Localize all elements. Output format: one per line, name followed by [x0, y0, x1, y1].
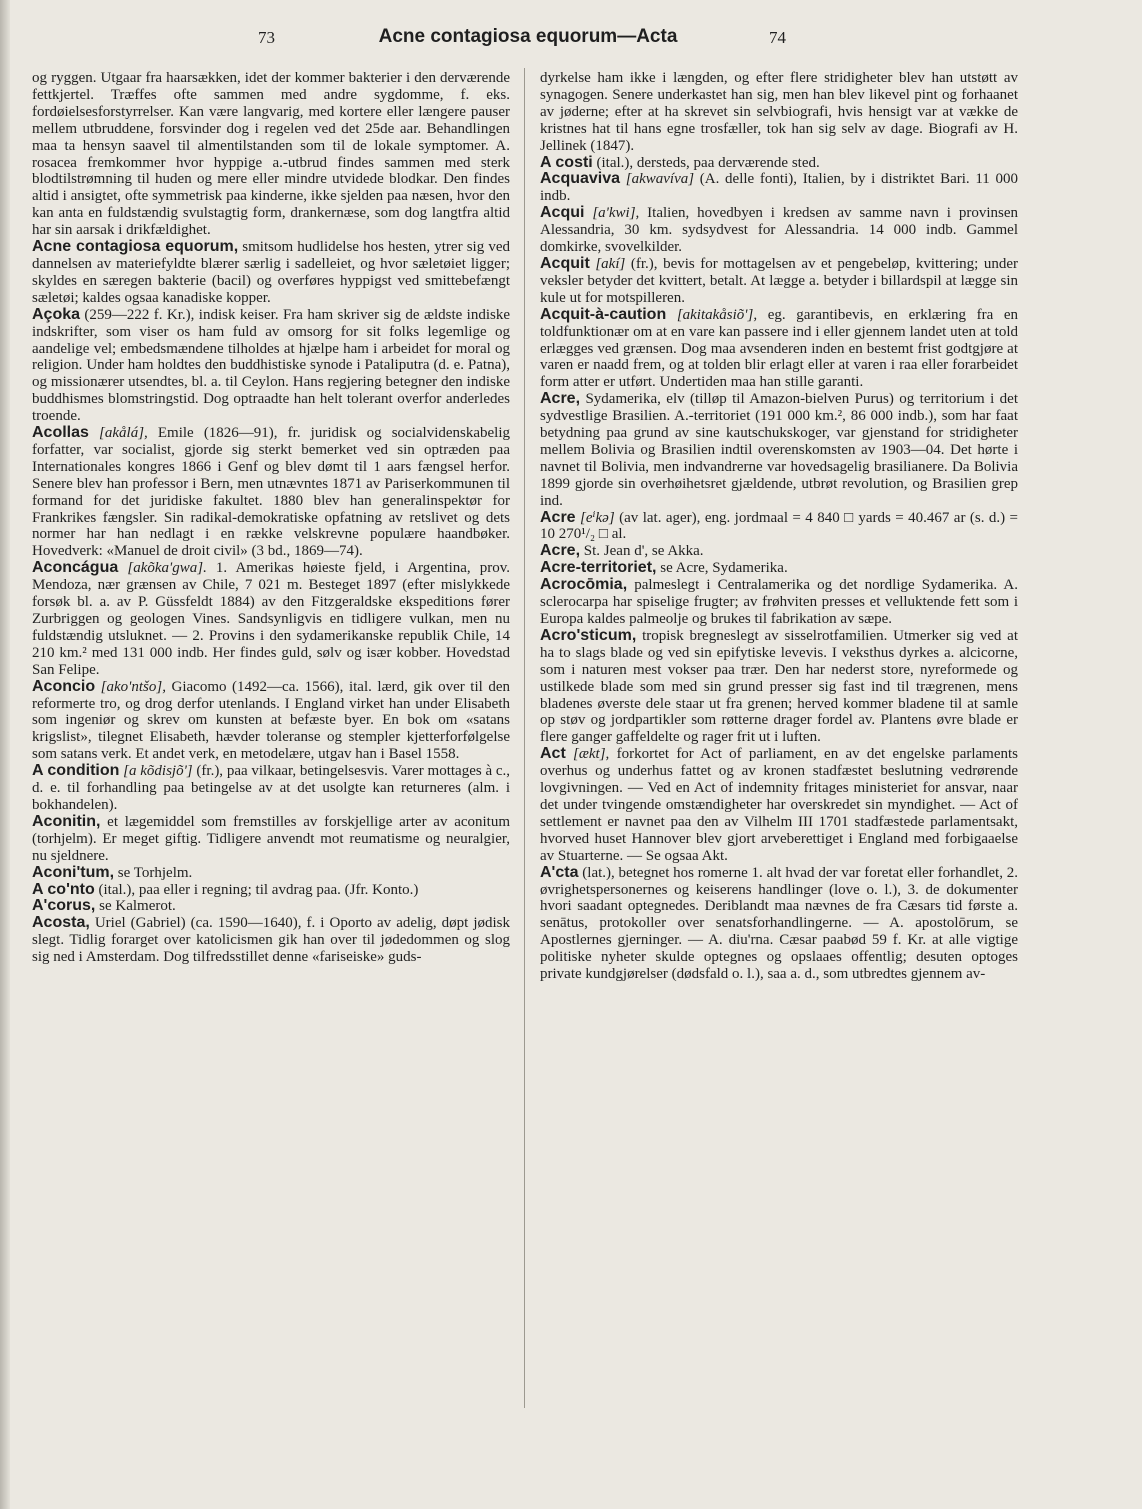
- page-binding-edge: [0, 0, 10, 1509]
- entry-headword: Aconi'tum,: [32, 863, 115, 881]
- entry-text: Italien, hovedbyen i kredsen av samme navn i provinsen Alessandria, 30 km. sydsydvest for Alessandria. 14 000 indb. Gammel domkirke, svovelkilder.: [540, 205, 1018, 256]
- entry-text: dyrkelse ham ikke i længden, og efter flere stridigheter blev han utstøtt av synagogen. Senere underkastet han sig, men han blev likevel pint og forhaanet av jøderne; efter at ha skrevet sin selvbiografi, hvis hensigt var at vække de kristnes hat til hans egne trosfæller, tok han sig selv av dage. Biografi av H. Jellinek (1847).: [540, 70, 1018, 154]
- entry-headword: Acre,: [540, 542, 581, 560]
- entry-pronunciation: [ako'ntšo],: [100, 678, 166, 695]
- entry-pronunciation: [akålá],: [99, 425, 148, 442]
- entry-text: (259—222 f. Kr.), indisk keiser. Fra ham skriver sig de ældste indiske indskrifter, som viser os ham fuld av omsorg for sit folks legemlige og aandelige vel; embedsmændene tilholdes at hjælpe ham i arbeidet for moral og religion. Under ham holdtes den buddhistiske synode i Pataliputra (d. e. Patna), og missionærer utsendtes, bl. a. til Ceylon. Hans regjering betegner den indiske buddhismes blomstringstid. Dog optraadte han helt tolerant overfor anderledes troende.: [32, 306, 510, 425]
- entry-text: (av lat. ager), eng. jordmaal = 4 840 □ yards = 40.467 ar (s. d.) = 10 270¹/₂ □ al.: [540, 509, 1018, 543]
- dictionary-entry: [32, 898, 510, 915]
- running-title: Acne contagiosa equorum—Acta: [378, 26, 678, 47]
- entry-pronunciation: [akí]: [595, 255, 626, 272]
- entry-text: palmeslegt i Centralamerika og det nordlige Sydamerika. A. sclerocarpa har spiselige frugter; av frøhviten presses et velluktende fett som i Europa kaldes palmeolje og brukes til fabrikation av sæpe.: [540, 577, 1018, 627]
- entry-headword: A'corus,: [32, 897, 96, 915]
- dictionary-entry: [540, 510, 1018, 544]
- entry-text: tropisk bregneslegt av sisselrotfamilien. Utmerker sig ved at ha to slags blade og ved sin epifytiske levevis. I veksthus dyrkes a. alcicorne, som i naturen mest vokser paa trær. Den har nederst store, nyreformede og ustilkede blade som med sin grund presser sig fast ind til trægrenen, mens bladenes øverste dele staar ut fra grenen; herved kommer bladene til at samle op støv og jordpartikler som røtterne drager fordel av. Plantens øvre blade er flere ganger gaffeldelte og rager frit ut i luften.: [540, 627, 1018, 746]
- dictionary-entry: [540, 205, 1018, 256]
- entry-headword: Acollas: [32, 424, 89, 442]
- entry-text: se Acre, Sydamerika.: [660, 560, 788, 577]
- dictionary-entry: [540, 70, 1018, 155]
- entry-pronunciation: [akitakåsiõ'],: [676, 306, 758, 323]
- entry-text: 1. Amerikas høieste fjeld, i Argentina, prov. Mendoza, nær grænsen av Chile, 7 021 m. Besteget 1897 (efter mislykkede forsøk bl. a. av P. Güssfeldt 1884) av den Fitzgeraldske ekspeditions fører Zurbriggen og geologen Vines. Sandsynligvis en tidligere vulkan, men nu fuldstændig utsluknet. — 2. Provins i den sydamerikanske republik Chile, 14 210 km.² med 131 000 indb. Her findes guld, sølv og især kobber. Hovedstad San Felipe.: [32, 560, 510, 678]
- dictionary-entry: [32, 679, 510, 764]
- entry-text: (ital.), dersteds, paa derværende sted.: [596, 154, 820, 171]
- entry-headword: A co'nto: [32, 880, 95, 898]
- entry-headword: Acquit-à-caution: [540, 305, 667, 323]
- entry-text: Giacomo (1492—ca. 1566), ital. lærd, gik over til den reformerte tro, og drog derfor utenlands. I England virket han under Elisabeth som ingeniør og skrev om kunsten at befæste byer. En bok om «satans krigslist», tilegnet Elisabeth, hævder toleranse og stempler kjetterforfølgelse som satans verk. Et andet verk, en metodelære, utgav han i Basel 1558.: [32, 678, 510, 763]
- entry-text: Sydamerika, elv (tilløp til Amazon-bielven Purus) og territorium i det sydvestlige Brasilien. A.-territoriet (191 000 km.², 86 000 indb.), som har faat betydning paa grund av sine kautschukskoger, var gjenstand for stridigheter mellem Bolivia og Brasilien indtil overenskomsten av 1903—04. Det hørte i navnet til Bolivia, men indvandrerne var hovedsagelig brasilianere. Da Bolivia 1899 gjorde sin overhøihetsret gjældende, utbrøt revolution, og Brasilien grep ind.: [540, 391, 1018, 509]
- entry-headword: Acquaviva: [540, 170, 621, 188]
- dictionary-entry: [32, 865, 510, 882]
- entry-text: (fr.), bevis for mottagelsen av et pengebeløp, kvittering; under veksler betyder det kvittert, betalt. At lægge a. betyder i billardspil at lægge sin kule ut for motspilleren.: [540, 255, 1018, 306]
- entry-headword: A'cta: [540, 863, 579, 881]
- entry-pronunciation: [a'kwi],: [592, 205, 640, 222]
- dictionary-entry: [32, 239, 510, 307]
- entry-headword: Acro'sticum,: [540, 626, 637, 644]
- dictionary-entry: [32, 425, 510, 560]
- dictionary-entry: [540, 577, 1018, 628]
- entry-text: et lægemiddel som fremstilles av forskjellige arter av aconitum (torhjelm). Er meget giftig. Tidligere anvendt mot reumatisme og neuralgier, nu sjeldnere.: [32, 813, 510, 864]
- entry-text: se Torhjelm.: [117, 864, 193, 881]
- entry-headword: Acquit: [540, 254, 590, 272]
- entry-headword: Acrocōmia,: [540, 576, 628, 594]
- entry-pronunciation: [a kõdisjõ']: [123, 763, 193, 780]
- dictionary-entry: [540, 307, 1018, 392]
- entry-pronunciation: [ækt],: [573, 746, 610, 763]
- dictionary-entry: [540, 865, 1018, 983]
- page-number-left: 73: [258, 28, 275, 47]
- dictionary-entry: [540, 746, 1018, 864]
- entry-headword: Acne contagiosa equorum,: [32, 238, 239, 256]
- dictionary-entry: [32, 882, 510, 899]
- entry-headword: Act: [540, 745, 566, 763]
- entry-headword: Açoka: [32, 305, 81, 323]
- entry-headword: Aconitin,: [32, 812, 101, 830]
- dictionary-entry: [540, 256, 1018, 307]
- dictionary-entry: [540, 171, 1018, 205]
- entry-text: Uriel (Gabriel) (ca. 1590—1640), f. i Oporto av adelig, døpt jødisk slegt. Tidlig forarget over katolicismen gik han over til jødedommen og slog sig ned i Amsterdam. Dog tilfredsstillet denne «fariseiske» guds-: [32, 915, 510, 966]
- dictionary-entry: [32, 915, 510, 966]
- page-header: [0, 28, 1142, 58]
- entry-text: (lat.), betegnet hos romerne 1. alt hvad der var foretat eller forhandlet, 2. øvrighetspersonernes og keiserens handlinger (love o. l.), 3. de dokumenter hvori saadant optegnedes. Deriblandt maa nævnes de fra Cæsars tid første a. senātus, protokoller over senatsforhandlingerne. — A. apostolōrum, se Apostlernes gjerninger. — A. diu'rna. Cæsar paabød 59 f. Kr. at alle vigtige politiske nyheter skulde optegnes og opslaaes offentlig; desuten optoges private kundgjørelser (dødsfald o. l.), saa a. d., som utbredtes gjennem av-: [540, 864, 1018, 983]
- dictionary-entry: [540, 391, 1018, 509]
- entry-headword: Acre: [540, 508, 576, 526]
- page-number-right: 74: [769, 28, 786, 47]
- entry-text: Emile (1826—91), fr. juridisk og socialvidenskabelig forfatter, var socialist, gjorde sig sterkt bemerket ved sin optræden paa Internationales kongres 1866 i Genf og blev dømt til 1 aars fængsel herfor. Senere blev han professor i Bern, men utnævntes 1871 av Pariserkommunen til formand for det juridiske fakultet. 1880 blev han generalinspektør for Frankrikes fængsler. Sin radikal-demokratiske opfatning av retslivet og dets normer har han nedlagt i en række velskrevne populære haandbøker. Hovedverk: «Manuel de droit civil» (3 bd., 1869—74).: [32, 425, 510, 560]
- entry-text: (A. delle fonti), Italien, by i distriktet Bari. 11 000 indb.: [540, 171, 1018, 205]
- entry-pronunciation: [akwavíva]: [625, 171, 695, 188]
- entry-headword: Acre-territoriet,: [540, 559, 657, 577]
- dictionary-entry: [32, 814, 510, 865]
- entry-headword: A condition: [32, 762, 120, 780]
- column-divider: [524, 68, 525, 1408]
- entry-text: St. Jean d', se Akka.: [583, 543, 704, 560]
- dictionary-entry: [540, 628, 1018, 746]
- entry-headword: Acqui: [540, 204, 585, 222]
- entry-headword: Aconcio: [32, 677, 96, 695]
- left-column: [32, 70, 510, 1400]
- entry-text: eg. garantibevis, en erklæring fra en toldfunktionær om at en vare kan passere ind i eller gjennem landet uten at told erlægges ved grænsen. Dog maa avsenderen inden en bestemt frist godtgjøre at varen er naadd frem, og at tolden blir erlagt eller at varen i raa eller forarbeidet form atter er utført. Undertiden maa han stille garanti.: [540, 306, 1018, 391]
- entry-text: (fr.), paa vilkaar, betingelsesvis. Varer mottages à c., d. e. til forhandling paa betingelse av at det usolgte kan returneres (alm. i bokhandelen).: [32, 763, 510, 813]
- dictionary-entry: [32, 560, 510, 678]
- entry-text: smitsom hudlidelse hos hesten, ytrer sig ved dannelsen av materiefyldte blærer særlig i sadelleiet, og hvor sæletøiet ligger; skyldes en særegen bakterie (bacil) og overføres hyppigst ved smittebefængt sæletøi; kaldes ogsaa kanadiske kopper.: [32, 239, 510, 306]
- entry-headword: A costi: [540, 153, 593, 171]
- entry-text: forkortet for Act of parliament, en av det engelske parlaments overhus og underhus fattet og av kronen stadfæstet beslutning vedrørende lovgivningen. — Ved en Act of indemnity fritages ministeriet for ansvar, naar det under tvingende omstændigheter har overskredet sin myndighet. — Act of settlement er navnet paa den av Vilhelm III 1701 stadfæstede parlamentsakt, hvorved huset Hannover blev gjort arveberettiget i England med forbigaaelse av Stuarterne. — Se ogsaa Akt.: [540, 746, 1018, 864]
- dictionary-entry: [540, 560, 1018, 577]
- entry-text: og ryggen. Utgaar fra haarsækken, idet der kommer bakterier i den derværende fettkjertel. Træffes ofte sammen med andre sygdomme, f. eks. fordøielsesforstyrrelser. Kan være langvarig, med kortere eller længere pauser mellem utbruddene, forsvinder dog i regelen ved det 25de aar. Behandlingen maa ta hensyn saavel til almentilstanden som til de lokale symptomer. A. rosacea fremkommer hvor hyppige a.-utbrud findes sammen med sterk blodtilstrømning til huden og mere eller mindre utvidede blodkar. Den findes altid i ansigtet, ofte symmetrisk paa kinderne, ikke sjelden paa næsen, hvor den kan anta en fuldstændig svulstagtig form, drankernæse, som dog langtfra altid har sin aarsak i drikfældighet.: [32, 70, 510, 239]
- dictionary-entry: [32, 70, 510, 239]
- entry-pronunciation: [akõka'gwa].: [127, 560, 207, 577]
- entry-text: (ital.), paa eller i regning; til avdrag paa. (Jfr. Konto.): [98, 881, 419, 898]
- dictionary-entry: [32, 307, 510, 425]
- dictionary-entry: [540, 155, 1018, 172]
- entry-headword: Acre,: [540, 390, 581, 408]
- dictionary-entry: [32, 763, 510, 814]
- entry-pronunciation: [eⁱkə]: [580, 509, 615, 526]
- entry-text: se Kalmerot.: [99, 898, 176, 915]
- entry-headword: Aconcágua: [32, 559, 119, 577]
- entry-headword: Acosta,: [32, 914, 90, 932]
- dictionary-entry: [540, 543, 1018, 560]
- right-column: [540, 70, 1018, 1400]
